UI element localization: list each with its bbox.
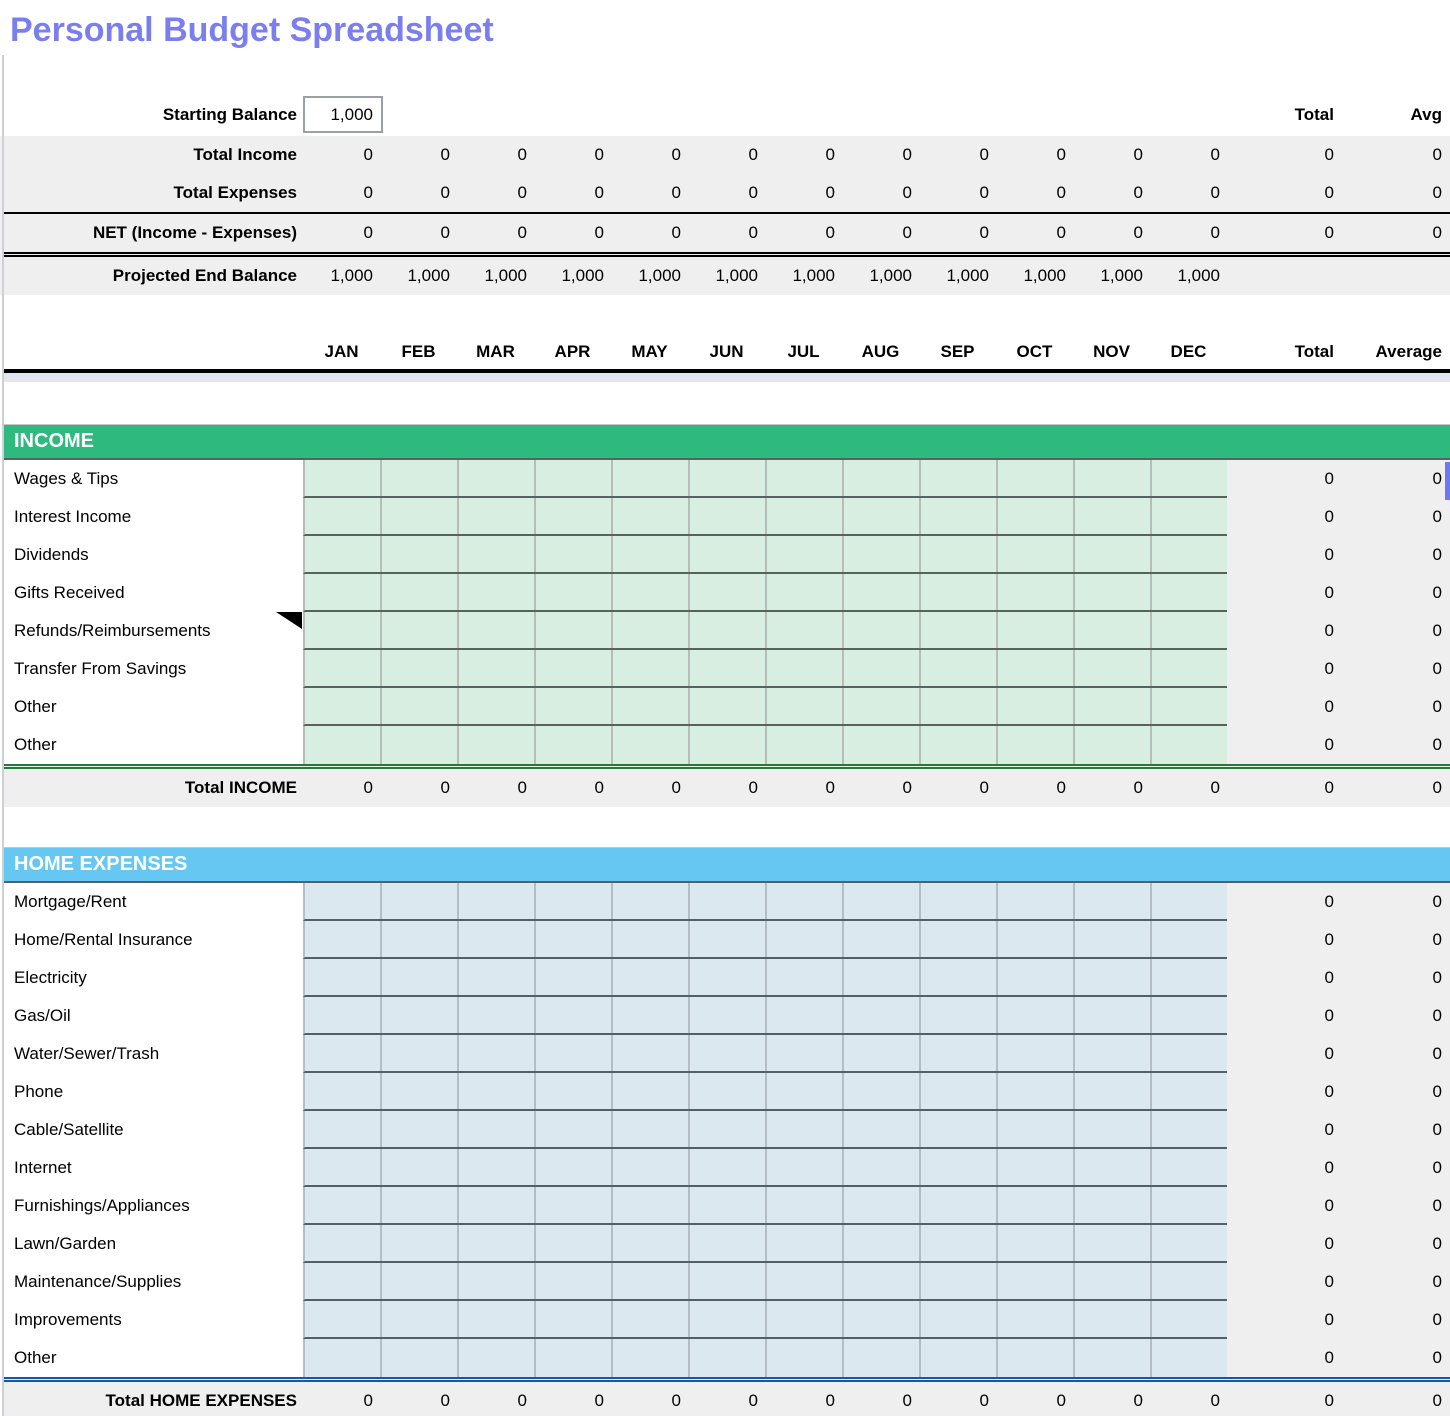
month-value-cell[interactable]: 0 bbox=[440, 778, 450, 797]
frozen-row-strip bbox=[4, 373, 1450, 382]
expense-row bbox=[4, 1301, 1450, 1339]
expense-row bbox=[4, 921, 1450, 959]
month-value-cell[interactable]: 0 bbox=[902, 223, 912, 242]
summary-row-label: NET (Income - Expenses) bbox=[92, 223, 297, 242]
row-total-cell[interactable]: 0 bbox=[1227, 650, 1345, 688]
row-label-cell[interactable]: Mortgage/Rent bbox=[14, 892, 127, 911]
starting-balance-label: Starting Balance bbox=[162, 105, 297, 124]
month-data-cells[interactable] bbox=[303, 1225, 1227, 1263]
month-value-cell[interactable]: 1,000 bbox=[715, 266, 758, 285]
month-data-cells[interactable] bbox=[303, 1339, 1227, 1377]
row-total-cell[interactable]: 0 bbox=[1227, 1111, 1345, 1149]
month-value-cell[interactable]: 0 bbox=[825, 778, 835, 797]
month-data-cells[interactable] bbox=[303, 1301, 1227, 1339]
row-total-cell[interactable]: 0 bbox=[1227, 1263, 1345, 1301]
row-avg-cell[interactable]: 0 bbox=[1345, 536, 1450, 574]
row-label-cell[interactable]: Gifts Received bbox=[14, 583, 125, 602]
month-value-cell[interactable]: 0 bbox=[517, 1391, 527, 1410]
month-data-cells[interactable] bbox=[303, 883, 1227, 921]
month-value-cell[interactable]: 0 bbox=[979, 778, 989, 797]
month-value-cell[interactable]: 0 bbox=[671, 145, 681, 164]
income-row bbox=[4, 460, 1450, 498]
month-value-cell[interactable]: 0 bbox=[825, 145, 835, 164]
month-value-cell[interactable]: 0 bbox=[671, 1391, 681, 1410]
row-label-cell[interactable]: Transfer From Savings bbox=[14, 659, 187, 678]
expense-row bbox=[4, 1187, 1450, 1225]
month-value-cell[interactable]: 0 bbox=[671, 183, 681, 202]
total-column-header-top: Total bbox=[1294, 105, 1334, 124]
month-header-spacer bbox=[4, 335, 303, 369]
summary-row-total-income bbox=[4, 136, 1450, 174]
month-value-cell[interactable]: 0 bbox=[748, 223, 758, 242]
total-income-row bbox=[4, 764, 1450, 807]
avg-column-header-top: Avg bbox=[1410, 105, 1442, 124]
total-income-label: Total INCOME bbox=[184, 778, 297, 797]
expense-row bbox=[4, 1111, 1450, 1149]
summary-row-net bbox=[4, 212, 1450, 252]
month-value-cell[interactable]: 0 bbox=[517, 223, 527, 242]
row-total-cell[interactable]: 0 bbox=[1227, 726, 1345, 764]
income-row bbox=[4, 688, 1450, 726]
month-value-cell[interactable]: 0 bbox=[517, 778, 527, 797]
month-data-cells[interactable] bbox=[303, 612, 1227, 650]
row-label-cell[interactable]: Other bbox=[14, 1348, 57, 1367]
month-header-cell: MAR bbox=[476, 342, 515, 361]
row-label-cell[interactable]: Gas/Oil bbox=[14, 1006, 71, 1025]
row-label-cell[interactable]: Water/Sewer/Trash bbox=[14, 1044, 160, 1063]
month-value-cell[interactable]: 1,000 bbox=[946, 266, 989, 285]
row-label-cell[interactable]: Dividends bbox=[14, 545, 89, 564]
month-data-cells[interactable] bbox=[303, 1073, 1227, 1111]
month-value-cell[interactable]: 1,000 bbox=[1023, 266, 1066, 285]
month-data-cells[interactable] bbox=[303, 1149, 1227, 1187]
row-total-cell[interactable]: 0 bbox=[1227, 1149, 1345, 1187]
row-avg-cell[interactable]: 0 bbox=[1345, 650, 1450, 688]
starting-balance-row bbox=[4, 96, 1450, 134]
row-avg-cell[interactable]: 0 bbox=[1345, 1225, 1450, 1263]
month-header-row bbox=[4, 335, 1450, 373]
sheet-left-gridline bbox=[2, 55, 4, 1416]
row-avg-cell[interactable]: 0 bbox=[1345, 688, 1450, 726]
summary-month-values bbox=[303, 214, 1227, 252]
total-value-cell[interactable]: 0 bbox=[1324, 1391, 1334, 1410]
avg-value-cell[interactable]: 0 bbox=[1432, 778, 1442, 797]
summary-row-label: Total Income bbox=[193, 145, 297, 164]
page-title: Personal Budget Spreadsheet bbox=[10, 11, 494, 49]
row-label-cell[interactable]: Refunds/Reimbursements bbox=[14, 621, 211, 640]
month-value-cell[interactable]: 0 bbox=[594, 1391, 604, 1410]
expense-row bbox=[4, 959, 1450, 997]
month-value-cell[interactable]: 0 bbox=[1210, 183, 1220, 202]
income-row bbox=[4, 726, 1450, 764]
row-avg-cell[interactable]: 0 bbox=[1345, 997, 1450, 1035]
income-section-header: INCOME bbox=[4, 424, 1450, 460]
month-value-cell[interactable]: 1,000 bbox=[1100, 266, 1143, 285]
row-avg-cell[interactable]: 0 bbox=[1345, 726, 1450, 764]
month-value-cell[interactable]: 0 bbox=[1210, 1391, 1220, 1410]
row-avg-cell[interactable]: 0 bbox=[1345, 1035, 1450, 1073]
row-label-cell[interactable]: Electricity bbox=[14, 968, 87, 987]
month-data-cells[interactable] bbox=[303, 650, 1227, 688]
row-avg-cell[interactable]: 0 bbox=[1345, 498, 1450, 536]
average-column-header: Average bbox=[1375, 342, 1442, 361]
month-value-cell[interactable]: 0 bbox=[517, 183, 527, 202]
month-value-cell[interactable]: 0 bbox=[979, 1391, 989, 1410]
row-label-cell[interactable]: Maintenance/Supplies bbox=[14, 1272, 182, 1291]
month-value-cell[interactable]: 1,000 bbox=[484, 266, 527, 285]
month-header-cell: OCT bbox=[1016, 342, 1053, 361]
row-avg-cell[interactable]: 0 bbox=[1345, 1149, 1450, 1187]
month-data-cells[interactable] bbox=[303, 536, 1227, 574]
total-home-expenses-row bbox=[4, 1377, 1450, 1416]
month-value-cell[interactable]: 0 bbox=[1056, 223, 1066, 242]
expense-row bbox=[4, 1225, 1450, 1263]
row-label-cell[interactable]: Other bbox=[14, 697, 57, 716]
home-expense-rows bbox=[0, 883, 1450, 1377]
month-value-cell[interactable]: 0 bbox=[748, 145, 758, 164]
month-data-cells[interactable] bbox=[303, 1111, 1227, 1149]
month-value-cell[interactable]: 0 bbox=[363, 1391, 373, 1410]
income-row bbox=[4, 536, 1450, 574]
row-total-cell[interactable]: 0 bbox=[1227, 921, 1345, 959]
month-value-cell[interactable]: 0 bbox=[363, 778, 373, 797]
month-header-cell: APR bbox=[554, 342, 591, 361]
month-value-cell[interactable]: 0 bbox=[825, 183, 835, 202]
row-avg-cell[interactable]: 0 bbox=[1345, 1339, 1450, 1377]
expense-row bbox=[4, 1149, 1450, 1187]
row-avg-cell[interactable]: 0 bbox=[1345, 612, 1450, 650]
avg-value-cell[interactable]: 0 bbox=[1432, 1391, 1442, 1410]
row-label-cell[interactable]: Furnishings/Appliances bbox=[14, 1196, 190, 1215]
total-value-cell[interactable]: 0 bbox=[1324, 778, 1334, 797]
month-value-cell[interactable]: 0 bbox=[1056, 1391, 1066, 1410]
month-headers bbox=[303, 335, 1227, 369]
row-total-cell[interactable]: 0 bbox=[1227, 1187, 1345, 1225]
month-value-cell[interactable]: 0 bbox=[1210, 223, 1220, 242]
month-value-cell[interactable]: 0 bbox=[363, 223, 373, 242]
month-value-cell[interactable]: 0 bbox=[979, 223, 989, 242]
month-value-cell[interactable]: 0 bbox=[1056, 145, 1066, 164]
expense-row bbox=[4, 1035, 1450, 1073]
month-value-cell[interactable]: 1,000 bbox=[869, 266, 912, 285]
month-header-cell: AUG bbox=[861, 342, 900, 361]
month-data-cells[interactable] bbox=[303, 921, 1227, 959]
month-value-cell[interactable]: 0 bbox=[440, 183, 450, 202]
month-value-cell[interactable]: 0 bbox=[363, 183, 373, 202]
income-row bbox=[4, 612, 1450, 650]
month-header-cell: SEP bbox=[940, 342, 975, 361]
month-data-cells[interactable] bbox=[303, 460, 1227, 498]
month-value-cell[interactable]: 0 bbox=[979, 145, 989, 164]
row-avg-cell[interactable]: 0 bbox=[1345, 883, 1450, 921]
avg-value-cell[interactable]: 0 bbox=[1432, 183, 1442, 202]
expense-row bbox=[4, 997, 1450, 1035]
row-label-cell[interactable]: Improvements bbox=[14, 1310, 122, 1329]
total-home-expenses-label: Total HOME EXPENSES bbox=[105, 1391, 297, 1410]
month-value-cell[interactable]: 0 bbox=[1133, 145, 1143, 164]
row-label-cell[interactable]: Home/Rental Insurance bbox=[14, 930, 193, 949]
month-value-cell[interactable]: 0 bbox=[671, 778, 681, 797]
summary-row-projected-end-balance bbox=[4, 252, 1450, 295]
month-value-cell[interactable]: 0 bbox=[825, 1391, 835, 1410]
row-total-cell[interactable]: 0 bbox=[1227, 536, 1345, 574]
month-data-cells[interactable] bbox=[303, 1187, 1227, 1225]
month-value-cell[interactable]: 0 bbox=[902, 778, 912, 797]
month-header-cell: DEC bbox=[1170, 342, 1207, 361]
month-value-cell[interactable]: 0 bbox=[1133, 183, 1143, 202]
month-value-cell[interactable]: 0 bbox=[748, 778, 758, 797]
month-data-cells[interactable] bbox=[303, 997, 1227, 1035]
month-value-cell[interactable]: 0 bbox=[1210, 778, 1220, 797]
row-avg-cell[interactable]: 0 bbox=[1345, 1301, 1450, 1339]
expense-row bbox=[4, 1339, 1450, 1377]
month-value-cell[interactable]: 0 bbox=[825, 223, 835, 242]
month-header-cell: NOV bbox=[1093, 342, 1130, 361]
row-total-cell[interactable]: 0 bbox=[1227, 997, 1345, 1035]
row-total-cell[interactable]: 0 bbox=[1227, 498, 1345, 536]
month-value-cell[interactable]: 0 bbox=[517, 145, 527, 164]
total-home-expenses-month-values bbox=[303, 1382, 1227, 1416]
income-row bbox=[4, 650, 1450, 688]
month-data-cells[interactable] bbox=[303, 1035, 1227, 1073]
row-avg-cell[interactable]: 0 bbox=[1345, 574, 1450, 612]
row-label-cell[interactable]: Phone bbox=[14, 1082, 64, 1101]
row-avg-cell[interactable]: 0 bbox=[1345, 921, 1450, 959]
month-data-cells[interactable] bbox=[303, 498, 1227, 536]
row-avg-cell[interactable]: 0 bbox=[1345, 460, 1450, 498]
row-total-cell[interactable]: 0 bbox=[1227, 460, 1345, 498]
month-value-cell[interactable]: 0 bbox=[748, 183, 758, 202]
month-header-cell: JUL bbox=[787, 342, 820, 361]
row-total-cell[interactable]: 0 bbox=[1227, 612, 1345, 650]
month-value-cell[interactable]: 0 bbox=[594, 778, 604, 797]
row-label-cell[interactable]: Lawn/Garden bbox=[14, 1234, 117, 1253]
total-value-cell[interactable]: 0 bbox=[1324, 183, 1334, 202]
total-income-month-values bbox=[303, 769, 1227, 807]
month-value-cell[interactable]: 1,000 bbox=[407, 266, 450, 285]
month-value-cell[interactable]: 0 bbox=[902, 1391, 912, 1410]
income-row bbox=[4, 498, 1450, 536]
month-data-cells[interactable] bbox=[303, 574, 1227, 612]
expense-row bbox=[4, 1263, 1450, 1301]
row-total-cell[interactable]: 0 bbox=[1227, 883, 1345, 921]
month-value-cell[interactable]: 0 bbox=[1133, 778, 1143, 797]
summary-row-label: Projected End Balance bbox=[112, 266, 297, 285]
month-value-cell[interactable]: 0 bbox=[1133, 1391, 1143, 1410]
avg-value-cell[interactable]: 0 bbox=[1432, 223, 1442, 242]
row-label-cell[interactable]: Cable/Satellite bbox=[14, 1120, 124, 1139]
selection-highlight-fragment bbox=[1445, 462, 1450, 500]
row-label-cell[interactable]: Wages & Tips bbox=[14, 469, 119, 488]
month-value-cell[interactable]: 0 bbox=[363, 145, 373, 164]
row-total-cell[interactable]: 0 bbox=[1227, 1073, 1345, 1111]
home-expenses-section-header: HOME EXPENSES bbox=[4, 847, 1450, 883]
month-value-cell[interactable]: 0 bbox=[748, 1391, 758, 1410]
summary-month-values bbox=[303, 136, 1227, 174]
month-value-cell[interactable]: 1,000 bbox=[561, 266, 604, 285]
total-value-cell[interactable] bbox=[1227, 257, 1345, 295]
summary-band bbox=[0, 136, 1450, 295]
row-total-cell[interactable]: 0 bbox=[1227, 959, 1345, 997]
month-value-cell[interactable]: 1,000 bbox=[330, 266, 373, 285]
month-data-cells[interactable] bbox=[303, 726, 1227, 764]
month-value-cell[interactable]: 0 bbox=[1133, 223, 1143, 242]
month-value-cell[interactable]: 1,000 bbox=[792, 266, 835, 285]
avg-value-cell[interactable] bbox=[1345, 257, 1450, 295]
income-row bbox=[4, 574, 1450, 612]
month-data-cells[interactable] bbox=[303, 688, 1227, 726]
month-data-cells[interactable] bbox=[303, 1263, 1227, 1301]
summary-row-total-expenses bbox=[4, 174, 1450, 212]
month-header-cell: MAY bbox=[631, 342, 668, 361]
row-label-cell[interactable]: Interest Income bbox=[14, 507, 132, 526]
row-total-cell[interactable]: 0 bbox=[1227, 1225, 1345, 1263]
expense-row bbox=[4, 883, 1450, 921]
row-total-cell[interactable]: 0 bbox=[1227, 1339, 1345, 1377]
month-value-cell[interactable]: 1,000 bbox=[638, 266, 681, 285]
month-value-cell[interactable]: 0 bbox=[440, 1391, 450, 1410]
month-value-cell[interactable]: 0 bbox=[440, 223, 450, 242]
row-avg-cell[interactable]: 0 bbox=[1345, 1263, 1450, 1301]
month-value-cell[interactable]: 0 bbox=[440, 145, 450, 164]
income-rows bbox=[0, 460, 1450, 764]
total-value-cell[interactable]: 0 bbox=[1324, 223, 1334, 242]
summary-month-values bbox=[303, 174, 1227, 212]
month-header-cell: JUN bbox=[709, 342, 744, 361]
summary-row-label: Total Expenses bbox=[173, 183, 297, 202]
month-header-cell: FEB bbox=[401, 342, 436, 361]
row-label-cell[interactable]: Other bbox=[14, 735, 57, 754]
row-avg-cell[interactable]: 0 bbox=[1345, 959, 1450, 997]
row-avg-cell[interactable]: 0 bbox=[1345, 1187, 1450, 1225]
month-value-cell[interactable]: 0 bbox=[1056, 778, 1066, 797]
row-total-cell[interactable]: 0 bbox=[1227, 1035, 1345, 1073]
month-value-cell[interactable]: 0 bbox=[594, 183, 604, 202]
row-total-cell[interactable]: 0 bbox=[1227, 1301, 1345, 1339]
summary-month-values bbox=[303, 257, 1227, 295]
row-avg-cell[interactable]: 0 bbox=[1345, 1111, 1450, 1149]
month-value-cell[interactable]: 0 bbox=[1210, 145, 1220, 164]
expense-row bbox=[4, 1073, 1450, 1111]
month-data-cells[interactable] bbox=[303, 959, 1227, 997]
total-value-cell[interactable]: 0 bbox=[1324, 145, 1334, 164]
total-column-header: Total bbox=[1294, 342, 1334, 361]
month-value-cell[interactable]: 0 bbox=[594, 223, 604, 242]
month-value-cell[interactable]: 0 bbox=[902, 145, 912, 164]
avg-value-cell[interactable]: 0 bbox=[1432, 145, 1442, 164]
month-value-cell[interactable]: 0 bbox=[671, 223, 681, 242]
row-total-cell[interactable]: 0 bbox=[1227, 688, 1345, 726]
month-header-cell: JAN bbox=[324, 342, 359, 361]
row-label-cell[interactable]: Internet bbox=[14, 1158, 72, 1177]
month-value-cell[interactable]: 0 bbox=[902, 183, 912, 202]
month-value-cell[interactable]: 0 bbox=[594, 145, 604, 164]
row-avg-cell[interactable]: 0 bbox=[1345, 1073, 1450, 1111]
starting-balance-cell[interactable]: 1,000 bbox=[303, 96, 383, 133]
row-total-cell[interactable]: 0 bbox=[1227, 574, 1345, 612]
month-value-cell[interactable]: 0 bbox=[1056, 183, 1066, 202]
month-value-cell[interactable]: 0 bbox=[979, 183, 989, 202]
month-value-cell[interactable]: 1,000 bbox=[1177, 266, 1220, 285]
